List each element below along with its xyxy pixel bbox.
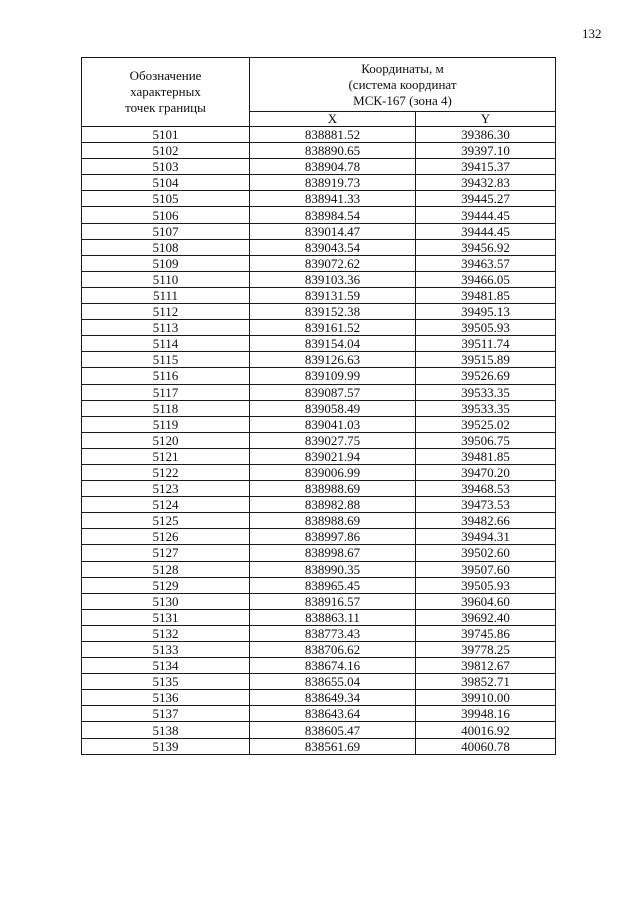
y-coordinate-cell: 39386.30 [416,127,556,143]
x-coordinate-cell: 838919.73 [250,175,416,191]
x-coordinate-cell: 838916.57 [250,593,416,609]
y-coordinate-cell: 39432.83 [416,175,556,191]
point-id-cell: 5108 [82,239,250,255]
table-row [82,738,556,754]
y-coordinate-cell: 39463.57 [416,255,556,271]
y-coordinate-cell: 39502.60 [416,545,556,561]
point-id-cell: 5128 [82,561,250,577]
x-coordinate-cell: 839043.54 [250,239,416,255]
point-id-cell: 5139 [82,738,250,754]
table-row [82,561,556,577]
x-coordinate-cell: 839041.03 [250,416,416,432]
x-coordinate-cell: 839027.75 [250,432,416,448]
table-row [82,400,556,416]
y-coordinate-cell: 39745.86 [416,625,556,641]
table-row [82,625,556,641]
y-coordinate-cell: 39506.75 [416,432,556,448]
x-coordinate-cell: 838643.64 [250,706,416,722]
x-coordinate-cell: 838984.54 [250,207,416,223]
y-coordinate-cell: 39494.31 [416,529,556,545]
y-coordinate-cell: 39852.71 [416,674,556,690]
x-coordinate-cell: 838605.47 [250,722,416,738]
table-row [82,287,556,303]
point-id-cell: 5133 [82,642,250,658]
x-coordinate-cell: 839109.99 [250,368,416,384]
x-coordinate-cell: 839087.57 [250,384,416,400]
point-id-cell: 5138 [82,722,250,738]
header-x: X [250,112,416,127]
x-coordinate-cell: 839154.04 [250,336,416,352]
point-id-cell: 5124 [82,497,250,513]
point-id-cell: 5109 [82,255,250,271]
table-row [82,674,556,690]
point-id-cell: 5125 [82,513,250,529]
point-id-cell: 5129 [82,577,250,593]
y-coordinate-cell: 39456.92 [416,239,556,255]
point-id-cell: 5136 [82,690,250,706]
point-id-cell: 5110 [82,271,250,287]
point-id-cell: 5134 [82,658,250,674]
point-id-cell: 5103 [82,159,250,175]
x-coordinate-cell: 838674.16 [250,658,416,674]
y-coordinate-cell: 40060.78 [416,738,556,754]
table-row [82,513,556,529]
table-row [82,368,556,384]
point-id-cell: 5131 [82,609,250,625]
y-coordinate-cell: 39470.20 [416,464,556,480]
x-coordinate-cell: 838990.35 [250,561,416,577]
y-coordinate-cell: 39495.13 [416,304,556,320]
y-coordinate-cell: 39526.69 [416,368,556,384]
table-row [82,690,556,706]
y-coordinate-cell: 39525.02 [416,416,556,432]
y-coordinate-cell: 39505.93 [416,320,556,336]
y-coordinate-cell: 39511.74 [416,336,556,352]
point-id-cell: 5120 [82,432,250,448]
x-coordinate-cell: 839126.63 [250,352,416,368]
y-coordinate-cell: 39473.53 [416,497,556,513]
y-coordinate-cell: 39444.45 [416,207,556,223]
x-coordinate-cell: 838982.88 [250,497,416,513]
table-body [82,127,556,755]
table-row [82,271,556,287]
y-coordinate-cell: 39812.67 [416,658,556,674]
point-id-cell: 5114 [82,336,250,352]
table-row [82,352,556,368]
table-row [82,642,556,658]
y-coordinate-cell: 39507.60 [416,561,556,577]
y-coordinate-cell: 39397.10 [416,143,556,159]
point-id-cell: 5104 [82,175,250,191]
table-row [82,706,556,722]
table-row [82,207,556,223]
point-id-cell: 5137 [82,706,250,722]
x-coordinate-cell: 838863.11 [250,609,416,625]
x-coordinate-cell: 839152.38 [250,304,416,320]
table-row [82,593,556,609]
x-coordinate-cell: 839131.59 [250,287,416,303]
table-row [82,545,556,561]
point-id-cell: 5107 [82,223,250,239]
y-coordinate-cell: 39533.35 [416,400,556,416]
x-coordinate-cell: 838965.45 [250,577,416,593]
y-coordinate-cell: 39481.85 [416,448,556,464]
point-id-cell: 5106 [82,207,250,223]
y-coordinate-cell: 39604.60 [416,593,556,609]
x-coordinate-cell: 838941.33 [250,191,416,207]
point-id-cell: 5116 [82,368,250,384]
table-row [82,320,556,336]
table-row [82,175,556,191]
table-row [82,464,556,480]
point-id-cell: 5135 [82,674,250,690]
point-id-cell: 5119 [82,416,250,432]
point-id-cell: 5102 [82,143,250,159]
x-coordinate-cell: 839103.36 [250,271,416,287]
table-row [82,239,556,255]
header-coordinates: Координаты, м (система координат МСК-167 (зона 4) [250,58,556,112]
point-id-cell: 5111 [82,287,250,303]
table-row [82,304,556,320]
table-row [82,577,556,593]
x-coordinate-cell: 838561.69 [250,738,416,754]
x-coordinate-cell: 838904.78 [250,159,416,175]
y-coordinate-cell: 39948.16 [416,706,556,722]
x-coordinate-cell: 838649.34 [250,690,416,706]
y-coordinate-cell: 39445.27 [416,191,556,207]
table-row [82,336,556,352]
table-row [82,609,556,625]
page-number: 132 [582,26,602,41]
table-row [82,658,556,674]
x-coordinate-cell: 838997.86 [250,529,416,545]
point-id-cell: 5101 [82,127,250,143]
table-row [82,448,556,464]
point-id-cell: 5105 [82,191,250,207]
x-coordinate-cell: 838890.65 [250,143,416,159]
table-row [82,722,556,738]
y-coordinate-cell: 39481.85 [416,287,556,303]
y-coordinate-cell: 39533.35 [416,384,556,400]
y-coordinate-cell: 39482.66 [416,513,556,529]
x-coordinate-cell: 839014.47 [250,223,416,239]
x-coordinate-cell: 838988.69 [250,481,416,497]
x-coordinate-cell: 839058.49 [250,400,416,416]
x-coordinate-cell: 838655.04 [250,674,416,690]
table-row [82,497,556,513]
header-boundary-points: Обозначение характерных точек границы [82,58,250,127]
table-row [82,416,556,432]
point-id-cell: 5112 [82,304,250,320]
table-row [82,432,556,448]
y-coordinate-cell: 39415.37 [416,159,556,175]
table-row [82,159,556,175]
point-id-cell: 5121 [82,448,250,464]
y-coordinate-cell: 39444.45 [416,223,556,239]
x-coordinate-cell: 838988.69 [250,513,416,529]
x-coordinate-cell: 839006.99 [250,464,416,480]
y-coordinate-cell: 39468.53 [416,481,556,497]
y-coordinate-cell: 39515.89 [416,352,556,368]
table-row [82,223,556,239]
point-id-cell: 5123 [82,481,250,497]
x-coordinate-cell: 839021.94 [250,448,416,464]
point-id-cell: 5126 [82,529,250,545]
point-id-cell: 5130 [82,593,250,609]
x-coordinate-cell: 839072.62 [250,255,416,271]
y-coordinate-cell: 40016.92 [416,722,556,738]
x-coordinate-cell: 838998.67 [250,545,416,561]
point-id-cell: 5117 [82,384,250,400]
table-row [82,143,556,159]
y-coordinate-cell: 39505.93 [416,577,556,593]
point-id-cell: 5122 [82,464,250,480]
table-row [82,127,556,143]
point-id-cell: 5127 [82,545,250,561]
y-coordinate-cell: 39910.00 [416,690,556,706]
point-id-cell: 5113 [82,320,250,336]
table-row [82,529,556,545]
x-coordinate-cell: 838706.62 [250,642,416,658]
x-coordinate-cell: 838773.43 [250,625,416,641]
header-y: Y [416,112,556,127]
y-coordinate-cell: 39466.05 [416,271,556,287]
table-header [82,58,556,127]
y-coordinate-cell: 39778.25 [416,642,556,658]
point-id-cell: 5132 [82,625,250,641]
coordinates-table [81,57,556,755]
table-row [82,384,556,400]
point-id-cell: 5115 [82,352,250,368]
table-row [82,481,556,497]
point-id-cell: 5118 [82,400,250,416]
x-coordinate-cell: 839161.52 [250,320,416,336]
x-coordinate-cell: 838881.52 [250,127,416,143]
table-row [82,191,556,207]
table-row [82,255,556,271]
y-coordinate-cell: 39692.40 [416,609,556,625]
